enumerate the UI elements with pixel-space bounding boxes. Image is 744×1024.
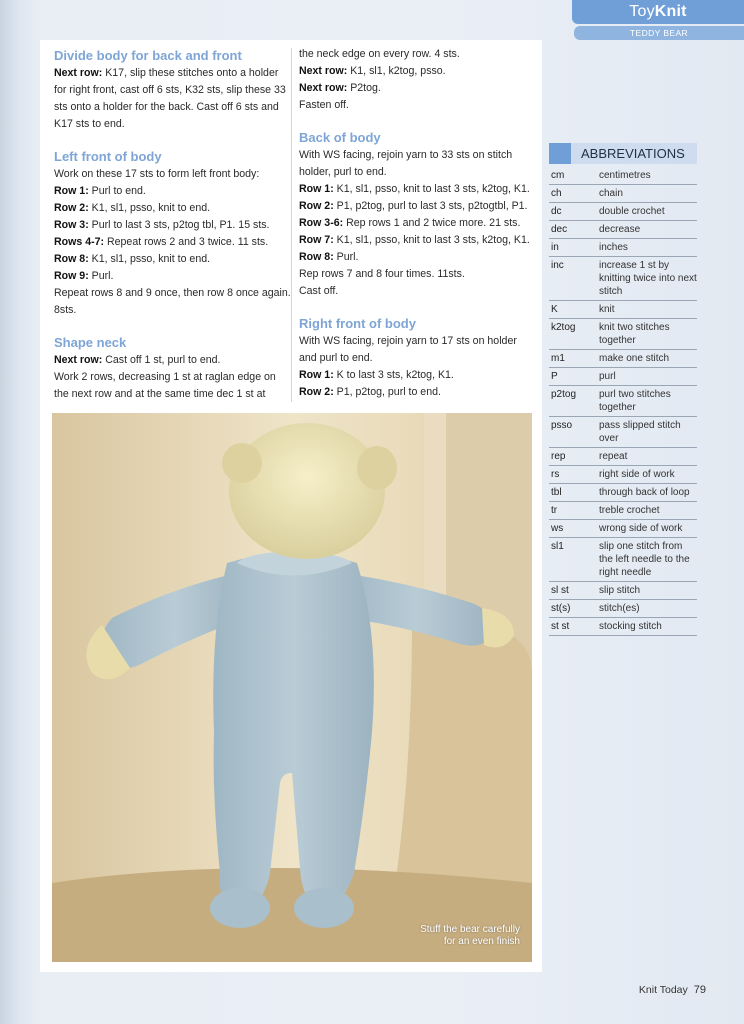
section-title: Divide body for back and front bbox=[54, 48, 242, 63]
abbreviations-header bbox=[549, 143, 697, 164]
abbreviation-row bbox=[549, 221, 697, 239]
abbreviation-row bbox=[549, 368, 697, 386]
row-text: P2tog. bbox=[347, 82, 381, 94]
row-text: Rep rows 7 and 8 four times. 11sts. bbox=[299, 268, 465, 280]
abbreviation-term: ws bbox=[551, 523, 564, 534]
instruction-section bbox=[54, 333, 292, 403]
abbreviation-meaning: slip stitch bbox=[599, 585, 641, 596]
abbreviation-row bbox=[549, 448, 697, 466]
abbreviation-term: p2tog bbox=[551, 389, 577, 400]
caption-line-1: Stuff the bear carefully bbox=[420, 924, 520, 935]
row-text: Repeat rows 8 and 9 once, then row 8 once again. 8sts. bbox=[54, 287, 291, 316]
abbreviation-meaning: wrong side of work bbox=[599, 523, 683, 534]
row-label: Next row: bbox=[54, 67, 103, 79]
instruction-line bbox=[299, 283, 537, 300]
abbreviation-meaning: chain bbox=[599, 188, 623, 199]
abbreviation-row bbox=[549, 484, 697, 502]
row-text: Cast off 1 st, purl to end. bbox=[102, 354, 221, 366]
abbreviation-term: P bbox=[551, 371, 558, 382]
row-label: Row 1: bbox=[299, 369, 334, 381]
abbreviation-row bbox=[549, 185, 697, 203]
row-label: Row 3: bbox=[54, 219, 89, 231]
row-text: K17, slip these stitches onto a holder for right front, cast off 6 sts, K32 sts, slip these 33 sts onto a holder for the back. Cast off 6 sts and K17 sts to end. bbox=[54, 67, 286, 130]
abbreviation-meaning: purl two stitches together bbox=[599, 389, 671, 413]
abbreviation-term: st(s) bbox=[551, 603, 571, 614]
abbreviation-meaning: knit bbox=[599, 304, 615, 315]
row-label: Rows 4-7: bbox=[54, 236, 105, 248]
instruction-section bbox=[299, 314, 537, 401]
abbreviation-row bbox=[549, 257, 697, 301]
abbreviation-meaning: pass slipped stitch over bbox=[599, 420, 681, 444]
instruction-line bbox=[54, 217, 292, 234]
row-text: Cast off. bbox=[299, 285, 339, 297]
row-text: P1, p2tog, purl to end. bbox=[333, 386, 441, 398]
left-column bbox=[54, 46, 292, 417]
brand-bold: Knit bbox=[654, 3, 687, 20]
row-text: Fasten off. bbox=[299, 99, 349, 111]
instruction-line bbox=[299, 46, 537, 63]
abbreviation-meaning: increase 1 st by knitting twice into next stitch bbox=[599, 260, 697, 297]
row-label: Row 8: bbox=[299, 251, 334, 263]
instruction-section bbox=[299, 128, 537, 300]
row-label: Row 7: bbox=[299, 234, 334, 246]
abbreviation-row bbox=[549, 520, 697, 538]
abbreviation-meaning: repeat bbox=[599, 451, 628, 462]
abbreviation-term: dc bbox=[551, 206, 562, 217]
abbreviation-term: st st bbox=[551, 621, 570, 632]
teddy-bear-illustration bbox=[52, 413, 532, 962]
row-text: K1, sl1, psso, knit to last 3 sts, k2tog, K1. bbox=[333, 183, 530, 195]
instruction-line bbox=[299, 333, 537, 367]
abbreviation-meaning: right side of work bbox=[599, 469, 675, 480]
abbreviation-row bbox=[549, 466, 697, 484]
row-label: Next row: bbox=[54, 354, 103, 366]
instruction-line bbox=[299, 266, 537, 283]
abbreviation-row bbox=[549, 502, 697, 520]
row-label: Row 2: bbox=[299, 386, 334, 398]
brand-tab bbox=[572, 0, 744, 24]
instruction-line bbox=[299, 384, 537, 401]
instruction-line bbox=[299, 80, 537, 97]
abbreviation-row bbox=[549, 600, 697, 618]
caption-line-2: for an even finish bbox=[443, 936, 520, 947]
abbreviation-term: dec bbox=[551, 224, 568, 235]
row-text: Purl. bbox=[333, 251, 359, 263]
abbreviation-row bbox=[549, 417, 697, 448]
row-text: With WS facing, rejoin yarn to 17 sts on holder and purl to end. bbox=[299, 335, 517, 364]
instruction-line bbox=[299, 97, 537, 114]
section-title: Right front of body bbox=[299, 316, 416, 331]
abbreviation-term: ch bbox=[551, 188, 562, 199]
magazine-name: Knit Today bbox=[638, 984, 688, 996]
row-text: Purl to last 3 sts, p2tog tbl, P1. 15 sts. bbox=[88, 219, 270, 231]
instruction-line bbox=[54, 200, 292, 217]
instruction-line bbox=[54, 234, 292, 251]
abbreviation-term: K bbox=[551, 304, 558, 315]
row-text: P1, p2tog, purl to last 3 sts, p2togtbl, P1. bbox=[333, 200, 528, 212]
abbreviation-term: m1 bbox=[551, 353, 565, 364]
abbreviation-row bbox=[549, 350, 697, 368]
pattern-subtitle: TEDDY BEAR bbox=[574, 26, 744, 40]
abbreviation-meaning: stocking stitch bbox=[599, 621, 662, 632]
abbreviation-term: sl st bbox=[551, 585, 569, 596]
abbreviation-meaning: make one stitch bbox=[599, 353, 670, 364]
row-label: Row 2: bbox=[299, 200, 334, 212]
abbreviation-term: rep bbox=[551, 451, 566, 462]
instruction-line bbox=[299, 63, 537, 80]
abbreviation-meaning: knit two stitches together bbox=[599, 322, 670, 346]
abbreviation-term: psso bbox=[551, 420, 573, 431]
abbreviation-term: inc bbox=[551, 260, 564, 271]
instruction-line bbox=[299, 232, 537, 249]
abbreviation-row bbox=[549, 203, 697, 221]
abbreviation-row bbox=[549, 319, 697, 350]
right-column bbox=[299, 46, 537, 415]
column-divider bbox=[291, 48, 292, 402]
instruction-line bbox=[54, 65, 292, 133]
instruction-line bbox=[299, 147, 537, 181]
instruction-section bbox=[299, 46, 537, 114]
instruction-section bbox=[54, 46, 292, 133]
section-title: Back of body bbox=[299, 130, 381, 145]
abbreviation-row bbox=[549, 167, 697, 185]
row-text: Work 2 rows, decreasing 1 st at raglan edge on the next row and at the same time dec 1 st at bbox=[54, 371, 276, 400]
abbreviation-meaning: centimetres bbox=[599, 170, 651, 181]
abbreviation-term: k2tog bbox=[551, 322, 576, 333]
instruction-line bbox=[54, 166, 292, 183]
abbreviation-meaning: through back of loop bbox=[599, 487, 690, 498]
section-title: Shape neck bbox=[54, 335, 127, 350]
abbreviation-meaning: purl bbox=[599, 371, 616, 382]
instruction-line bbox=[54, 183, 292, 200]
instruction-section bbox=[54, 147, 292, 319]
abbreviations-list bbox=[549, 167, 697, 636]
row-label: Row 1: bbox=[299, 183, 334, 195]
abbreviation-row bbox=[549, 582, 697, 600]
abbreviation-row bbox=[549, 239, 697, 257]
abbreviation-term: rs bbox=[551, 469, 560, 480]
teddy-bear-photo bbox=[52, 413, 532, 962]
abbreviation-meaning: slip one stitch from the left needle to the right needle bbox=[599, 541, 690, 578]
abbreviation-row bbox=[549, 301, 697, 319]
abbreviation-meaning: inches bbox=[599, 242, 628, 253]
row-label: Next row: bbox=[299, 82, 348, 94]
page-number: 79 bbox=[693, 984, 706, 996]
abbreviation-row bbox=[549, 386, 697, 417]
instruction-line bbox=[299, 367, 537, 384]
brand-light: Toy bbox=[629, 3, 655, 20]
row-text: the neck edge on every row. 4 sts. bbox=[299, 48, 460, 60]
instruction-line bbox=[299, 249, 537, 266]
page-footer bbox=[639, 984, 706, 996]
row-text: K1, sl1, psso, knit to end. bbox=[88, 253, 211, 265]
abbreviations-box bbox=[549, 143, 697, 636]
instruction-line bbox=[54, 369, 292, 403]
abbreviation-row bbox=[549, 538, 697, 582]
header-square-icon bbox=[549, 143, 571, 164]
row-text: K to last 3 sts, k2tog, K1. bbox=[333, 369, 454, 381]
row-label: Row 3-6: bbox=[299, 217, 344, 229]
row-text: Rep rows 1 and 2 twice more. 21 sts. bbox=[343, 217, 521, 229]
abbreviation-meaning: stitch(es) bbox=[599, 603, 640, 614]
abbreviation-row bbox=[549, 618, 697, 636]
abbreviation-meaning: treble crochet bbox=[599, 505, 660, 516]
abbreviation-term: sl1 bbox=[551, 541, 564, 552]
row-text: K1, sl1, psso, knit to end. bbox=[88, 202, 211, 214]
instruction-line bbox=[54, 251, 292, 268]
row-text: K1, sl1, psso, knit to last 3 sts, k2tog, K1. bbox=[333, 234, 530, 246]
row-label: Next row: bbox=[299, 65, 348, 77]
row-text: Purl to end. bbox=[88, 185, 146, 197]
abbreviation-term: tbl bbox=[551, 487, 562, 498]
photo-caption bbox=[420, 924, 520, 948]
row-text: K1, sl1, k2tog, psso. bbox=[347, 65, 446, 77]
abbreviation-term: tr bbox=[551, 505, 558, 516]
row-text: Repeat rows 2 and 3 twice. 11 sts. bbox=[104, 236, 269, 248]
row-label: Row 8: bbox=[54, 253, 89, 265]
instruction-line bbox=[299, 215, 537, 232]
instruction-line bbox=[299, 198, 537, 215]
instruction-line bbox=[54, 352, 292, 369]
instruction-line bbox=[54, 285, 292, 319]
instruction-line bbox=[299, 181, 537, 198]
row-text: With WS facing, rejoin yarn to 33 sts on stitch holder, purl to end. bbox=[299, 149, 513, 178]
instruction-line bbox=[54, 268, 292, 285]
row-text: Work on these 17 sts to form left front body: bbox=[54, 168, 260, 180]
abbreviations-title: ABBREVIATIONS bbox=[571, 143, 697, 164]
abbreviation-term: cm bbox=[551, 170, 565, 181]
abbreviation-meaning: decrease bbox=[599, 224, 641, 235]
section-title: Left front of body bbox=[54, 149, 162, 164]
abbreviation-meaning: double crochet bbox=[599, 206, 665, 217]
pattern-panel bbox=[40, 40, 542, 972]
row-text: Purl. bbox=[88, 270, 114, 282]
row-label: Row 2: bbox=[54, 202, 89, 214]
row-label: Row 1: bbox=[54, 185, 89, 197]
row-label: Row 9: bbox=[54, 270, 89, 282]
abbreviation-term: in bbox=[551, 242, 559, 253]
